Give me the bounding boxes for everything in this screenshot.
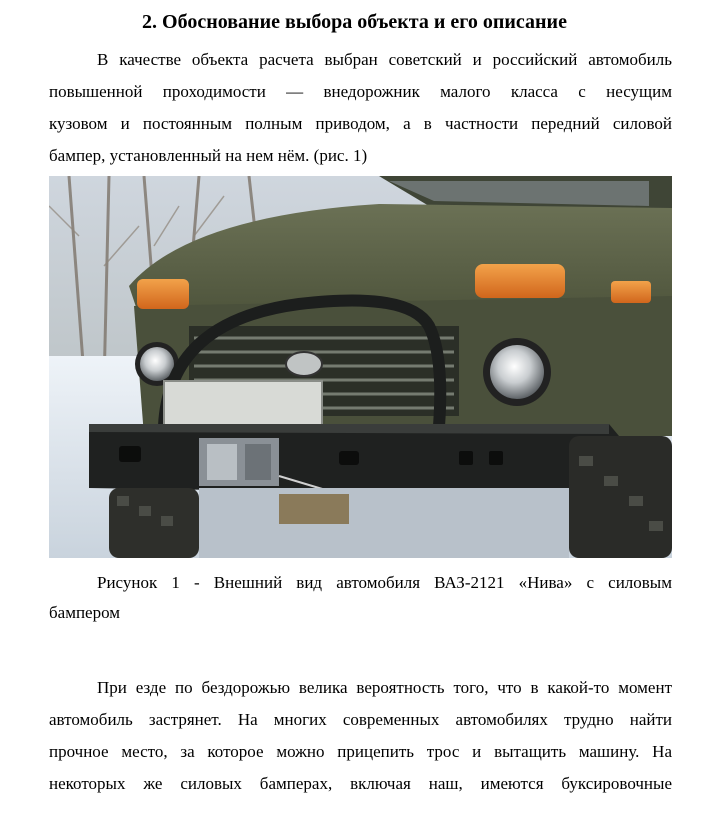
section-heading: 2. Обоснование выбора объекта и его описание (142, 11, 567, 33)
intro-paragraph (49, 44, 672, 172)
figure-car-photo (49, 176, 672, 558)
body-line: автомобиль застрянет. На многих современных автомобилях трудно найти (49, 710, 672, 729)
body-line: При езде по бездорожью велика вероятность того, что в какой-то момент (97, 678, 672, 697)
caption-line: Рисунок 1 - Внешний вид автомобиля ВАЗ-2121 «Нива» с силовым (97, 573, 672, 592)
body-line: прочное место, за которое можно прицепить трос и вытащить машину. На (49, 742, 672, 761)
intro-line: В качестве объекта расчета выбран советский и российский автомобиль (97, 50, 672, 69)
body-line: некоторых же силовых бамперах, включая наш, имеются буксировочные (49, 774, 672, 793)
intro-line: бампер, установленный на нем нём. (рис. 1) (49, 146, 368, 165)
body-paragraph (49, 672, 672, 800)
figure-caption (49, 568, 672, 628)
caption-line: бампером (49, 603, 121, 622)
intro-line: кузовом и постоянным полным приводом, а в частности передний силовой (49, 114, 672, 133)
car-illustration (49, 176, 672, 558)
intro-line: повышенной проходимости — внедорожник малого класса с несущим (49, 82, 672, 101)
